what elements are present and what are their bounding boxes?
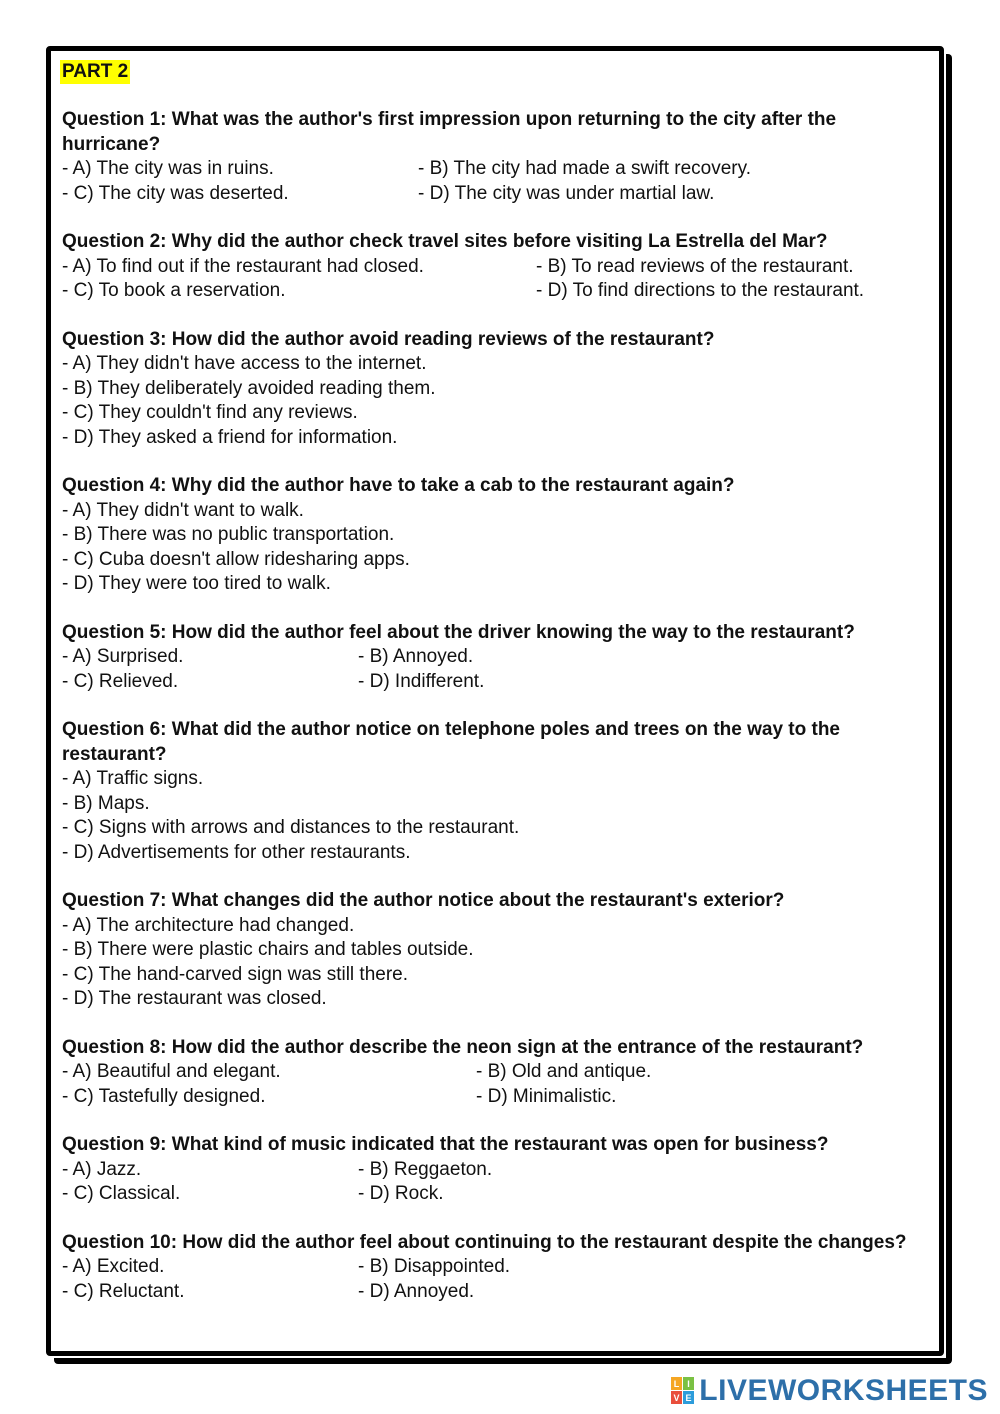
option-row [62, 255, 934, 280]
option-b: - B) There was no public transportation. [62, 524, 395, 545]
option-c: - C) Cuba doesn't allow ridesharing apps. [62, 548, 410, 570]
option-a: - A) They didn't want to walk. [62, 499, 304, 521]
option-a: - A) Jazz. [62, 1158, 142, 1180]
option-d: - D) Advertisements for other restaurants. [62, 841, 411, 863]
option-d: - D) The restaurant was closed. [62, 988, 327, 1009]
option-b: - B) There were plastic chairs and tables outside. [62, 939, 474, 960]
option-b: - B) Annoyed. [358, 646, 474, 667]
option-d: - D) The city was under martial law. [418, 182, 715, 204]
option-a: - A) Excited. [62, 1256, 165, 1277]
option-c: - C) Classical. [62, 1183, 181, 1204]
option-d: - D) Annoyed. [358, 1280, 475, 1302]
question-text: Question 7: What changes did the author notice about the restaurant's exterior? [62, 890, 785, 911]
option-a: - A) To find out if the restaurant had closed. [62, 255, 424, 277]
option-d: - D) They asked a friend for information. [62, 426, 398, 448]
option-row [62, 1255, 934, 1280]
question-text: Question 8: How did the author describe the neon sign at the entrance of the restaurant? [62, 1036, 864, 1058]
question-9 [62, 1133, 934, 1207]
question-text: Question 6: What did the author notice on telephone poles and trees on the way to the restaurant? [62, 719, 840, 765]
option-c: - C) Relieved. [62, 670, 179, 692]
option-a: - A) The architecture had changed. [62, 914, 355, 936]
option-d: - D) Minimalistic. [476, 1085, 617, 1107]
option-row [62, 1280, 934, 1305]
option-c: - C) Reluctant. [62, 1280, 185, 1302]
question-text: Question 5: How did the author feel about the driver knowing the way to the restaurant? [62, 621, 855, 643]
worksheet-content [62, 60, 934, 1304]
option-b: - B) Reggaeton. [358, 1158, 493, 1180]
option-c: - C) The hand-carved sign was still there. [62, 963, 409, 985]
option-a: - A) Traffic signs. [62, 768, 204, 789]
question-text: Question 4: Why did the author have to take a cab to the restaurant again? [62, 475, 735, 496]
option-row [62, 157, 934, 182]
liveworksheets-logo-icon [671, 1377, 695, 1405]
option-d: - D) They were too tired to walk. [62, 573, 331, 594]
brand-name: LIVEWORKSHEETS [699, 1374, 988, 1407]
option-c: - C) To book a reservation. [62, 280, 286, 301]
option-a: - A) The city was in ruins. [62, 158, 274, 179]
svg-text:E: E [685, 1393, 692, 1403]
option-row [62, 1182, 934, 1207]
option-a: - A) They didn't have access to the internet. [62, 353, 427, 374]
option-c: - C) The city was deserted. [62, 182, 289, 204]
question-5 [62, 621, 934, 695]
question-4 [62, 474, 934, 597]
option-c: - C) Tastefully designed. [62, 1085, 266, 1107]
question-10 [62, 1231, 934, 1305]
option-row [62, 182, 934, 207]
question-7 [62, 889, 934, 1012]
option-row [62, 1085, 934, 1110]
question-8 [62, 1036, 934, 1110]
option-a: - A) Surprised. [62, 646, 184, 667]
option-row [62, 645, 934, 670]
option-row [62, 1158, 934, 1183]
question-6 [62, 718, 934, 865]
option-row [62, 279, 934, 304]
option-b: - B) Old and antique. [476, 1061, 652, 1082]
option-b: - B) Disappointed. [358, 1256, 511, 1277]
option-row [62, 670, 934, 695]
option-a: - A) Beautiful and elegant. [62, 1061, 281, 1082]
option-c: - C) Signs with arrows and distances to the restaurant. [62, 817, 520, 838]
option-b: - B) The city had made a swift recovery. [418, 158, 751, 179]
question-1 [62, 108, 934, 206]
question-text: Question 10: How did the author feel about continuing to the restaurant despite the changes? [62, 1231, 907, 1253]
option-row [62, 1060, 934, 1085]
option-b: - B) Maps. [62, 792, 150, 814]
option-b: - B) They deliberately avoided reading them. [62, 377, 436, 399]
question-2 [62, 230, 934, 304]
question-text: Question 3: How did the author avoid reading reviews of the restaurant? [62, 328, 715, 350]
option-b: - B) To read reviews of the restaurant. [536, 255, 854, 277]
svg-text:V: V [673, 1393, 680, 1403]
question-text: Question 9: What kind of music indicated that the restaurant was open for business? [62, 1134, 829, 1155]
option-d: - D) To find directions to the restaurant. [536, 280, 865, 301]
svg-text:L: L [674, 1379, 680, 1389]
question-3 [62, 328, 934, 451]
part-title: PART 2 [62, 61, 129, 82]
option-d: - D) Indifferent. [358, 670, 485, 692]
question-text: Question 1: What was the author's first impression upon returning to the city after the hurricane? [62, 109, 837, 155]
option-d: - D) Rock. [358, 1183, 444, 1204]
question-text: Question 2: Why did the author check travel sites before visiting La Estrella del Mar? [62, 231, 828, 252]
svg-text:I: I [687, 1379, 691, 1389]
option-c: - C) They couldn't find any reviews. [62, 402, 358, 423]
liveworksheets-brand[interactable] [671, 1374, 988, 1408]
